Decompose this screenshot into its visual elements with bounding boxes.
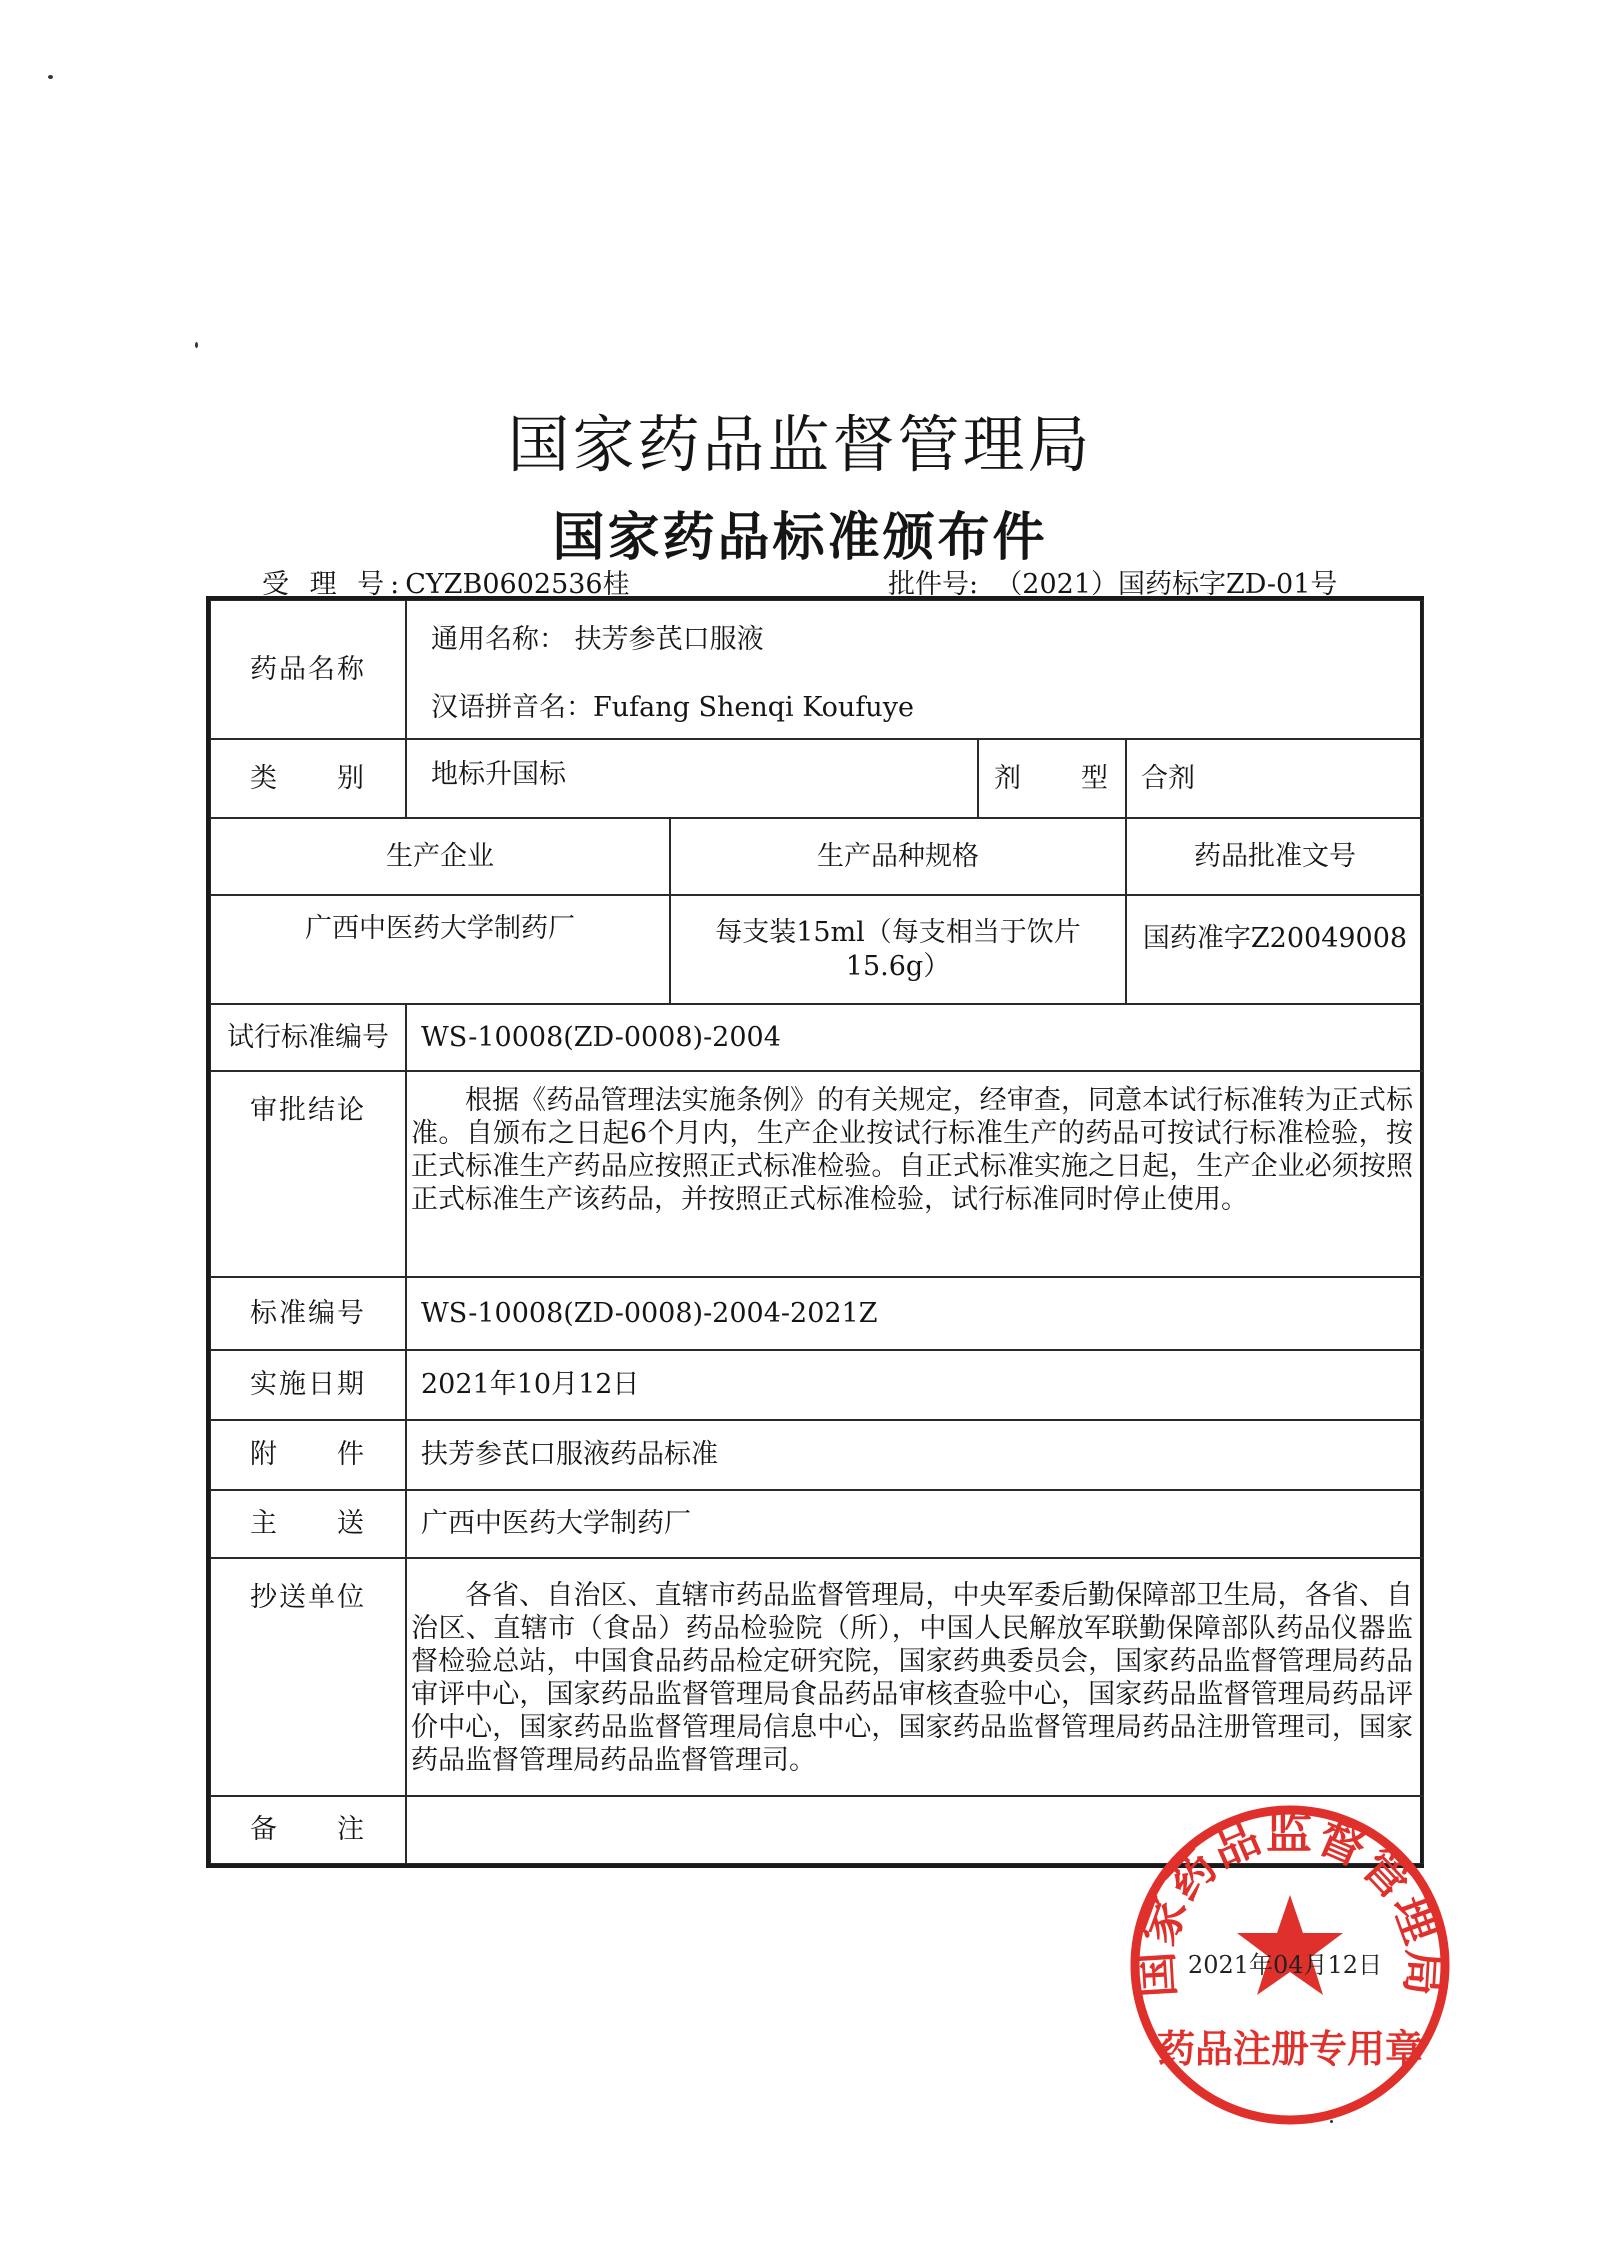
seal-star-icon: [1237, 1895, 1343, 1995]
common-name: 通用名称： 扶芳参芪口服液: [431, 624, 764, 655]
pinyin-name: 汉语拼音名：Fufang Shenqi Koufuye: [431, 692, 914, 723]
approval-no-value: 国药准字Z20049008: [1126, 895, 1424, 1004]
spec-label: 生产品种规格: [670, 818, 1126, 895]
std-no-label: 标准编号: [210, 1277, 406, 1350]
conclusion-label: 审批结论: [210, 1071, 406, 1277]
batch-value: （2021）国药标字ZD-01号: [995, 569, 1338, 600]
category-value: 地标升国标: [406, 739, 978, 818]
scan-speck: [195, 342, 198, 348]
conclusion-value: 根据《药品管理法实施条例》的有关规定，经审查，同意本试行标准转为正式标准。自颁布之日起6个月内，生产企业按试行标准生产的药品可按试行标准检验，按正式标准生产药品应按照正式标准检验。自正式标准实施之日起，生产企业必须按照正式标准生产该药品，并按照正式标准检验，试行标准同时停止使用。: [406, 1071, 1424, 1277]
drug-name-cell: [406, 600, 1424, 739]
acceptance-value: CYZB0602536桂: [405, 569, 630, 600]
seal-bottom-text: 药品注册专用章: [1156, 2027, 1424, 2071]
agency-title: 国家药品监督管理局: [507, 408, 1093, 481]
dosage-form-value: 合剂: [1126, 739, 1424, 818]
attachment-value: 扶芳参芪口服液药品标准: [406, 1420, 1424, 1490]
cc-label: 抄送单位: [210, 1558, 406, 1796]
seal-date: 2021年04月12日: [1187, 1951, 1383, 1979]
drug-name-label: 药品名称: [210, 600, 406, 739]
attachment-label: 附 件: [210, 1420, 406, 1490]
trial-std-value: WS-10008(ZD-0008)-2004: [406, 1004, 1424, 1071]
batch-label: 批件号:: [888, 569, 979, 600]
category-label: 类 别: [210, 739, 406, 818]
remarks-label: 备 注: [210, 1796, 406, 1864]
seal-arc-text: 国家药品监督管理局: [1127, 1805, 1453, 2000]
cc-value: 各省、自治区、直辖市药品监督管理局，中央军委后勤保障部卫生局，各省、自治区、直辖市（食品）药品检验院（所），中国人民解放军联勤保障部队药品仪器监督检验总站，中国食品药品检定研究院，国家药典委员会，国家药品监督管理局药品审评中心，国家药品监督管理局食品药品审核查验中心，国家药品监督管理局药品评价中心，国家药品监督管理局信息中心，国家药品监督管理局药品注册管理司，国家药品监督管理局药品监督管理司。: [406, 1558, 1424, 1796]
approval-table: [206, 596, 1424, 1868]
trial-std-label: 试行标准编号: [210, 1004, 406, 1071]
send-to-label: 主 送: [210, 1490, 406, 1558]
acceptance-label: 受 理 号:: [262, 569, 406, 600]
dosage-form-label: 剂 型: [978, 739, 1126, 818]
impl-date-label: 实施日期: [210, 1350, 406, 1420]
official-seal: [1125, 1800, 1455, 2130]
std-no-value: WS-10008(ZD-0008)-2004-2021Z: [406, 1277, 1424, 1350]
impl-date-value: 2021年10月12日: [406, 1350, 1424, 1420]
scan-speck: [48, 75, 53, 79]
manufacturer-label: 生产企业: [210, 818, 670, 895]
approval-no-label: 药品批准文号: [1126, 818, 1424, 895]
document-title: 国家药品标准颁布件: [552, 507, 1048, 568]
send-to-value: 广西中医药大学制药厂: [406, 1490, 1424, 1558]
spec-value: 每支装15ml（每支相当于饮片15.6g）: [670, 895, 1126, 1004]
manufacturer-value: 广西中医药大学制药厂: [210, 895, 670, 1004]
